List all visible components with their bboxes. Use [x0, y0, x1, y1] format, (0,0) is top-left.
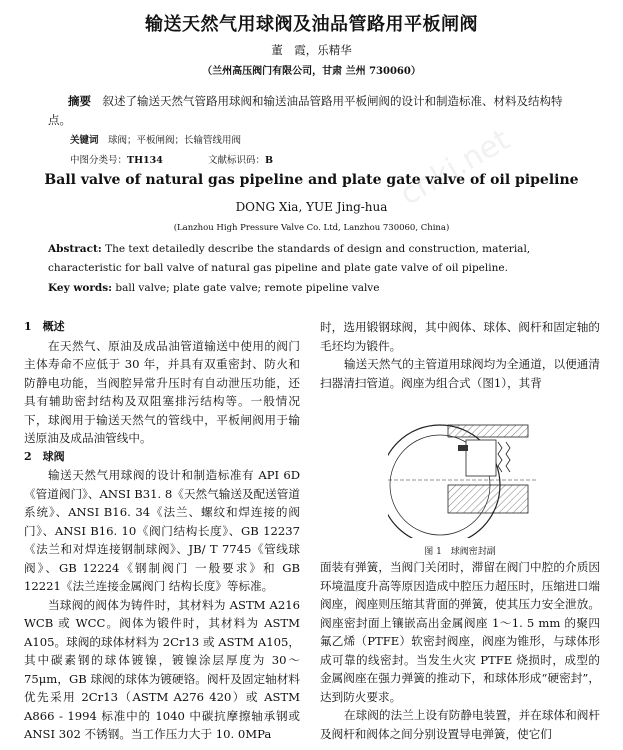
figure-seat	[466, 440, 496, 476]
authors-en: DONG Xia, YUE Jing-hua	[235, 200, 388, 214]
paper-title-en: Ball valve of natural gas pipeline and plate gate valve of oil pipeline	[44, 172, 579, 188]
keywords-label-en: Key words:	[48, 282, 113, 294]
authors-cn: 董 霞，乐精华	[271, 43, 352, 57]
paper-title-cn: 输送天然气用球阀及油品管路用平板闸阀	[145, 14, 478, 35]
abstract-cn	[48, 92, 578, 130]
classification-line	[70, 152, 274, 166]
section-2-paragraph-1: 输送天然气用球阀的设计和制造标准有 API 6D《管道阀门》、ANSI B31. 8《天然气输送及配送管道系统》、ANSI B16. 34《法兰、螺纹和焊连接的阀门》、ANSI B16. 10《阀门结构长度》、GB 12237《法兰和对焊连接钢制球阀》、JB/ T 7745《管线球阀》、GB 12224《钢制阀门 一般要求》和 GB 12221《法兰连接金属阀门 结构长度》等标准。	[24, 468, 300, 593]
watermark: cnki.net	[394, 122, 516, 213]
affiliation-en: (Lanzhou High Pressure Valve Co. Ltd, Lanzhou 730060, China)	[173, 223, 450, 233]
left-column	[24, 318, 300, 744]
right-paragraph-4: 在球阀的法兰上设有防静电装置，并在球体和阀杆及阀杆和阀体之间分别设置导电弹簧，使它们	[320, 708, 600, 741]
abstract-label-cn: 摘要	[68, 94, 91, 108]
cls-value: TH134	[127, 155, 163, 166]
abstract-text-en: The text detailedly describe the standards of design and construction, material, characteristic for ball valve of natural gas pipeline and plate gate valve of oil pipeline.	[48, 243, 531, 274]
doc-value: B	[265, 155, 274, 166]
right-paragraph-3: 面装有弹簧，当阀门关闭时，滞留在阀门中腔的介质因环境温度升高等原因造成中腔压力超压时，压缩进口端阀座，阀座则压缩其背面的弹簧，使其压力安全泄放。阀座密封面上镶嵌高出金属阀座 1～1. 5 mm 的聚四氟乙烯（PTFE）软密封阀座，阀座为锥形，与球体形成可靠的线密封。当发生火灾 PTFE 烧损时，成型的金属阀座在强力弹簧的推动下，和球体形成“硬密封”，达到防火要求。	[320, 560, 600, 704]
section-2-paragraph-2: 当球阀的阀体为铸件时，其材料为 ASTM A216 WCB 或 WCC。阀体为锻件时，其材料为 ASTM A105。球阀的球体材料为 2Cr13 或 ASTM A105，其中碳素钢的球体镀镍，镀镍涂层厚度为 30～75μm，GB 球阀的球体为镀硬铬。阀杆及固定轴材料优先采用 2Cr13（ASTM A276 420）或 ASTM A866 - 1994 标准中的 1040 中碳抗摩擦轴承钢或 ANSI 302 不锈钢。当工作压力大于 10. 0MPa	[24, 597, 300, 741]
section-1-paragraph: 在天然气、原油及成品油管道输送中使用的阀门主体寿命不应低于 30 年，并具有双重密封、防火和防静电功能，当阀腔异常升压时有自动泄压功能，还具有辅助密封结构及双阻塞排污结构等。一般情况下，球阀用于输送天然气的管线中，平板闸阀用于输送原油及成品油管线中。	[24, 338, 300, 445]
doc-label: 文献标识码：	[208, 155, 266, 166]
section-1-heading: 1 概述	[24, 320, 65, 333]
abstract-en	[48, 240, 578, 278]
keywords-cn	[70, 132, 241, 146]
affiliation-cn: （兰州高压阀门有限公司，甘肃 兰州 730060）	[202, 66, 421, 77]
keywords-en	[48, 282, 588, 294]
figure-body-top	[448, 425, 528, 437]
cls-label: 中图分类号：	[70, 155, 128, 166]
keywords-text-en: ball valve; plate gate valve; remote pipeline valve	[115, 282, 380, 294]
right-column-bottom	[320, 558, 600, 743]
abstract-text-cn: 叙述了输送天然气管路用球阀和输送油品管路用平板闸阀的设计和制造标准、材料及结构特点。	[48, 94, 563, 127]
section-2-heading: 2 球阀	[24, 449, 65, 463]
figure-body-bottom	[448, 485, 528, 513]
right-paragraph-2: 输送天然气的主管道用球阀均为全通道，以便通清扫器清扫管道。阀座为组合式（图1），其背	[320, 357, 600, 390]
keywords-label-cn: 关键词	[70, 135, 99, 146]
figure-spring-2	[506, 442, 510, 472]
abstract-label-en: Abstract:	[48, 243, 102, 255]
figure-spring	[498, 442, 502, 472]
right-paragraph-1: 时，选用锻钢球阀，其中阀体、球体、阀杆和固定轴的毛坯均为锻件。	[320, 320, 600, 353]
figure-1-caption: 图 1 球阀密封副	[424, 547, 496, 557]
right-column-top	[320, 318, 600, 392]
keywords-text-cn: 球阀；平板闸阀；长输管线用阀	[108, 135, 242, 146]
figure-1-ball-valve-seal	[388, 390, 538, 538]
figure-ptfe-insert	[458, 445, 468, 451]
